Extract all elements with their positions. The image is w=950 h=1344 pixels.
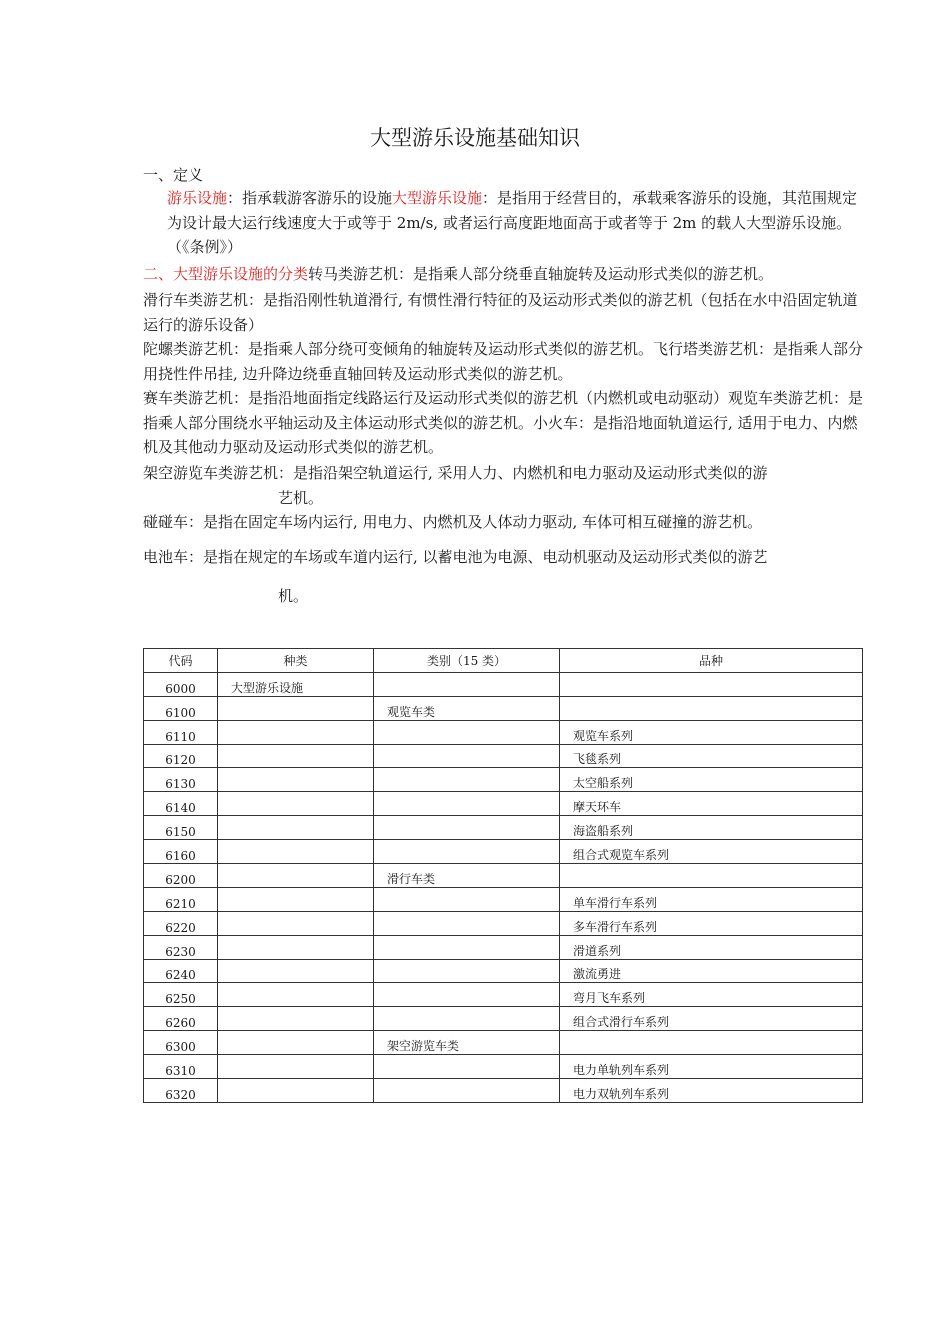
cell-category — [374, 1055, 560, 1079]
cell-code: 6310 — [144, 1055, 218, 1079]
cell-category — [374, 959, 560, 983]
table-row — [144, 696, 863, 720]
cell-kind: 大型游乐设施 — [218, 672, 374, 696]
roller-coaster-paragraph: 滑行车类游艺机：是指沿刚性轨道滑行, 有惯性滑行特征的及运动形式类似的游艺机（包括在水中沿固定轨道运行的游乐设备） — [143, 291, 858, 334]
cell-category — [374, 887, 560, 911]
cell-variety — [560, 672, 863, 696]
table-row — [144, 935, 863, 959]
cell-code: 6110 — [144, 720, 218, 744]
table-body — [144, 672, 863, 1102]
cell-kind — [218, 935, 374, 959]
cell-category — [374, 792, 560, 816]
table-row — [144, 1007, 863, 1031]
cell-category — [374, 672, 560, 696]
cell-category — [374, 840, 560, 864]
cell-code: 6140 — [144, 792, 218, 816]
cell-kind — [218, 864, 374, 888]
classification-prefix: 二、 — [143, 265, 174, 283]
aerial-tour-line-2: 艺机。 — [278, 488, 324, 507]
cell-code: 6120 — [144, 744, 218, 768]
cell-kind — [218, 768, 374, 792]
aerial-tour-paragraph — [143, 461, 863, 510]
cell-kind — [218, 816, 374, 840]
cell-category — [374, 983, 560, 1007]
cell-variety: 多车滑行车系列 — [560, 911, 863, 935]
gyro-paragraph: 陀螺类游艺机：是指乘人部分绕可变倾角的轴旋转及运动形式类似的游艺机。飞行塔类游艺机：是指乘人部分用挠性件吊挂, 边升降边绕垂直轴回转及运动形式类似的游艺机。 — [143, 340, 864, 383]
cell-code: 6100 — [144, 696, 218, 720]
table-row — [144, 959, 863, 983]
cell-code: 6160 — [144, 840, 218, 864]
cell-category — [374, 1079, 560, 1103]
cell-code: 6150 — [144, 816, 218, 840]
cell-kind — [218, 792, 374, 816]
cell-variety — [560, 1031, 863, 1055]
table-row — [144, 864, 863, 888]
table-row — [144, 768, 863, 792]
cell-kind — [218, 696, 374, 720]
cell-code: 6130 — [144, 768, 218, 792]
cell-variety: 电力单轨列车系列 — [560, 1055, 863, 1079]
cell-kind — [218, 744, 374, 768]
table-row — [144, 1055, 863, 1079]
cell-category — [374, 744, 560, 768]
header-kind: 种类 — [218, 649, 374, 673]
cell-variety: 摩天环车 — [560, 792, 863, 816]
table-row — [144, 983, 863, 1007]
battery-car-line-1: 电池车：是指在规定的车场或车道内运行, 以蓄电池为电源、电动机驱动及运动形式类似的游艺 — [143, 548, 768, 566]
cell-variety: 观览车系列 — [560, 720, 863, 744]
table-row — [144, 1031, 863, 1055]
cell-category — [374, 935, 560, 959]
cell-kind — [218, 1007, 374, 1031]
section-heading-definition: 一、定义 — [143, 166, 204, 184]
cell-code: 6000 — [144, 672, 218, 696]
cell-variety: 单车滑行车系列 — [560, 887, 863, 911]
cell-code: 6220 — [144, 911, 218, 935]
cell-code: 6260 — [144, 1007, 218, 1031]
racing-paragraph: 赛车类游艺机：是指沿地面指定线路运行及运动形式类似的游艺机（内燃机或电动驱动）观览车类游艺机：是指乘人部分围绕水平轴运动及主体运动形式类似的游艺机。小火车：是指沿地面轨道运行, 适用于电力、内燃机及其他动力驱动及运动形式类似的游艺机。 — [143, 389, 864, 456]
table-header-row — [144, 649, 863, 673]
cell-variety: 滑道系列 — [560, 935, 863, 959]
cell-code: 6200 — [144, 864, 218, 888]
cell-category: 滑行车类 — [374, 864, 560, 888]
cell-kind — [218, 1079, 374, 1103]
classification-paragraph — [143, 262, 863, 287]
term-large-amusement-facility: 大型游乐设施 — [392, 189, 483, 207]
cell-code: 6250 — [144, 983, 218, 1007]
cell-category — [374, 720, 560, 744]
cell-code: 6320 — [144, 1079, 218, 1103]
table-row — [144, 672, 863, 696]
facility-code-table — [143, 648, 863, 1103]
table-row — [144, 744, 863, 768]
cell-variety: 海盗船系列 — [560, 816, 863, 840]
cell-kind — [218, 1031, 374, 1055]
cell-variety: 组合式滑行车系列 — [560, 1007, 863, 1031]
table-row — [144, 1079, 863, 1103]
cell-variety — [560, 864, 863, 888]
cell-variety: 激流勇进 — [560, 959, 863, 983]
cell-code: 6240 — [144, 959, 218, 983]
cell-code: 6300 — [144, 1031, 218, 1055]
classification-term: 大型游乐设施的分类 — [173, 265, 309, 283]
definition-text-2: ：是指用于经营目的，承载乘客游乐的设施，其范围规定为设计最大运行线速度大于或等于 2m/s, 或者运行高度距地面高于或者等于 2m 的载人大型游乐设施。（《条例》） — [167, 189, 858, 256]
table-row — [144, 911, 863, 935]
cell-kind — [218, 1055, 374, 1079]
definition-paragraph — [143, 186, 863, 260]
cell-variety: 组合式观览车系列 — [560, 840, 863, 864]
cell-kind — [218, 911, 374, 935]
cell-category — [374, 768, 560, 792]
header-category: 类别（15 类） — [374, 649, 560, 673]
cell-variety: 太空船系列 — [560, 768, 863, 792]
cell-category: 架空游览车类 — [374, 1031, 560, 1055]
cell-code: 6210 — [144, 887, 218, 911]
classification-text: 转马类游艺机：是指乘人部分绕垂直轴旋转及运动形式类似的游艺机。 — [308, 265, 774, 283]
cell-category — [374, 816, 560, 840]
cell-kind — [218, 720, 374, 744]
cell-variety: 电力双轨列车系列 — [560, 1079, 863, 1103]
page-title: 大型游乐设施基础知识 — [370, 126, 580, 150]
table-row — [144, 840, 863, 864]
term-amusement-facility: 游乐设施 — [167, 189, 228, 207]
table-row — [144, 816, 863, 840]
cell-kind — [218, 959, 374, 983]
table-row — [144, 887, 863, 911]
cell-variety — [560, 696, 863, 720]
cell-category — [374, 1007, 560, 1031]
cell-variety: 弯月飞车系列 — [560, 983, 863, 1007]
cell-category — [374, 911, 560, 935]
cell-kind — [218, 983, 374, 1007]
cell-kind — [218, 887, 374, 911]
header-variety: 品种 — [560, 649, 863, 673]
bumper-car-paragraph: 碰碰车：是指在固定车场内运行, 用电力、内燃机及人体动力驱动, 车体可相互碰撞的游艺机。 — [143, 513, 763, 531]
table-row — [144, 792, 863, 816]
cell-category: 观览车类 — [374, 696, 560, 720]
cell-code: 6230 — [144, 935, 218, 959]
definition-text-1: ：指承载游客游乐的设施 — [227, 189, 393, 207]
cell-kind — [218, 840, 374, 864]
battery-car-line-2: 机。 — [278, 587, 309, 605]
header-code: 代码 — [144, 649, 218, 673]
aerial-tour-line-1: 架空游览车类游艺机：是指沿架空轨道运行, 采用人力、内燃机和电力驱动及运动形式类似的游 — [143, 464, 768, 482]
cell-variety: 飞毯系列 — [560, 744, 863, 768]
table-row — [144, 720, 863, 744]
